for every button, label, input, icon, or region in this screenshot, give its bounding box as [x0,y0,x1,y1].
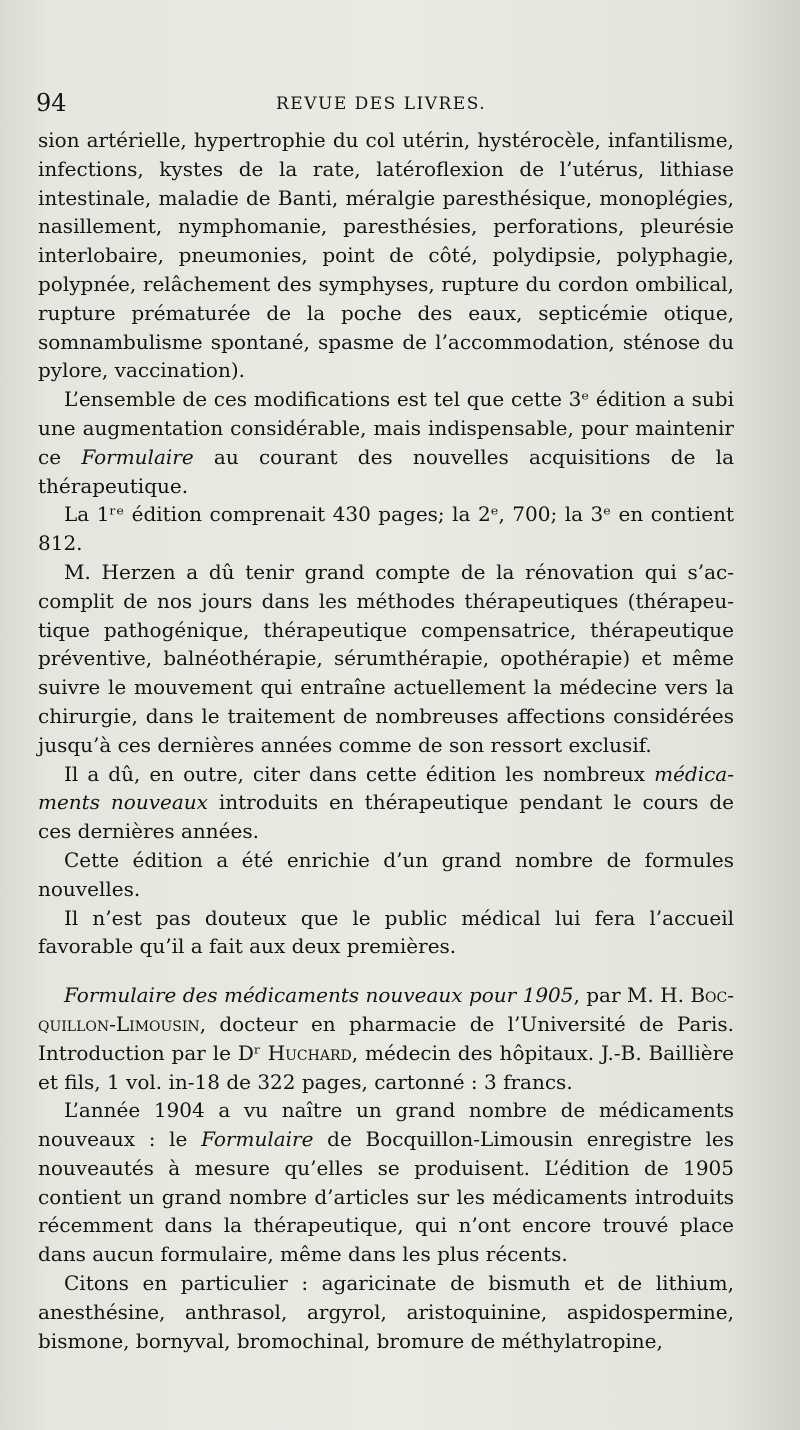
text-segment: , docteur en pharmacie de l’Université de Paris. Introduction par le Dʳ [38,1011,734,1065]
paragraph-new-drugs [38,760,734,846]
paragraph-editions: La 1ʳᵉ édition comprenait 430 pages; la 2ᵉ, 700; la 3ᵉ en contient 812. [38,502,734,556]
paragraph-drug-list: Citons en particulier : agaricinate de bismuth et de lithium, anesthésine, anthrasol, argyrol, aristoquinine, aspidospermine, bismone, bornyval, bromochinal, bromure de méthylatropine, [38,1271,734,1353]
paragraph-reception: Il n’est pas douteux que le public médical lui fera l’accueil favorable qu’il a fait aux deux premières. [38,905,734,959]
text-segment: au courant des nouvelles acquisitions de la thérapeutique. [38,444,734,498]
text-segment: Il a dû, en outre, citer dans cette édition les nombreux [64,761,655,786]
text-segment: de Bocquillon-Limousin enregistre les nouveautés à mesure qu’elles se produisent. L’édition de 1905 contient un grand nombre d’articles sur les médicaments introduits récemment dans la thérapeutique, qui n’ont encore trouvé place dans aucun formulaire, même dans les plus récents. [38,1127,734,1267]
paragraph-modifications [38,385,734,500]
page-number: 94 [36,89,67,117]
text-segment: , médecin des hôpitaux. J.-B. Baillière et fils, 1 vol. in-18 de 322 pages, cartonné : 3 francs. [38,1040,734,1094]
italic-title: Formulaire [201,1127,314,1152]
text-segment: introduits en thérapeutique pendant le cours de ces dernières années. [38,790,734,844]
text-segment: , par M. H. [573,983,691,1008]
running-title: REVUE DES LIVRES. [276,94,487,114]
text-block [38,126,734,1355]
text-segment: L’ensemble de ces modifications est tel que cette 3ᵉ édition a subi une augmentation considérable, mais indispensable, pour maintenir ce [38,387,734,469]
review-book-title: Formulaire des médicaments nouveaux pour 1905 [64,983,574,1008]
paragraph-symptom-list: sion artérielle, hypertrophie du col utérin, hystérocèle, infantilisme, infections, kystes de la rate, latéroflexion de l’utérus, lithiase intestinale, maladie de Banti, méralgie paresthésique, monoplégies, nasillement, nymphomanie, paresthésies, perforations, pleurésie interlobaire, pneumonies, point de côté, polydipsie, polyphagie, polypnée, relâchement des symphyses, rupture du cordon ombilical, rupture prématurée de la poche des eaux, septicémie otique, somnambulisme spontané, spasme de l’accommodation, sténose du pylore, vaccination). [38,128,734,383]
intro-author: Huchard [267,1040,352,1065]
review-entry-citation [38,981,734,1096]
text-segment: L’année 1904 a vu naître un grand nombre de médicaments nouveaux : le [38,1098,734,1152]
italic-phrase: médicaments nouveaux [38,761,734,815]
paragraph-year-1904 [38,1096,734,1269]
paragraph-herzen: M. Herzen a dû tenir grand compte de la rénovation qui s’accomplit de nos jours dans les méthodes thérapeutiques (thérapeutique pathogénique, thérapeutique compensatrice, thérapeutique préventive, balnéothérapie, sérumthérapie, opothérapie) et même suivre le mouvement qui entraîne actuellement la médecine vers la chirurgie, dans le traitement de nombreuses affections considérées jusqu’à ces dernières années comme de son ressort exclusif. [38,559,734,757]
review-author: Bocquillon-Limousin [38,983,734,1036]
italic-title: Formulaire [81,444,194,469]
paragraph-formulas: Cette édition a été enrichie d’un grand nombre de formules nouvelles. [38,847,734,901]
running-head [36,88,756,118]
